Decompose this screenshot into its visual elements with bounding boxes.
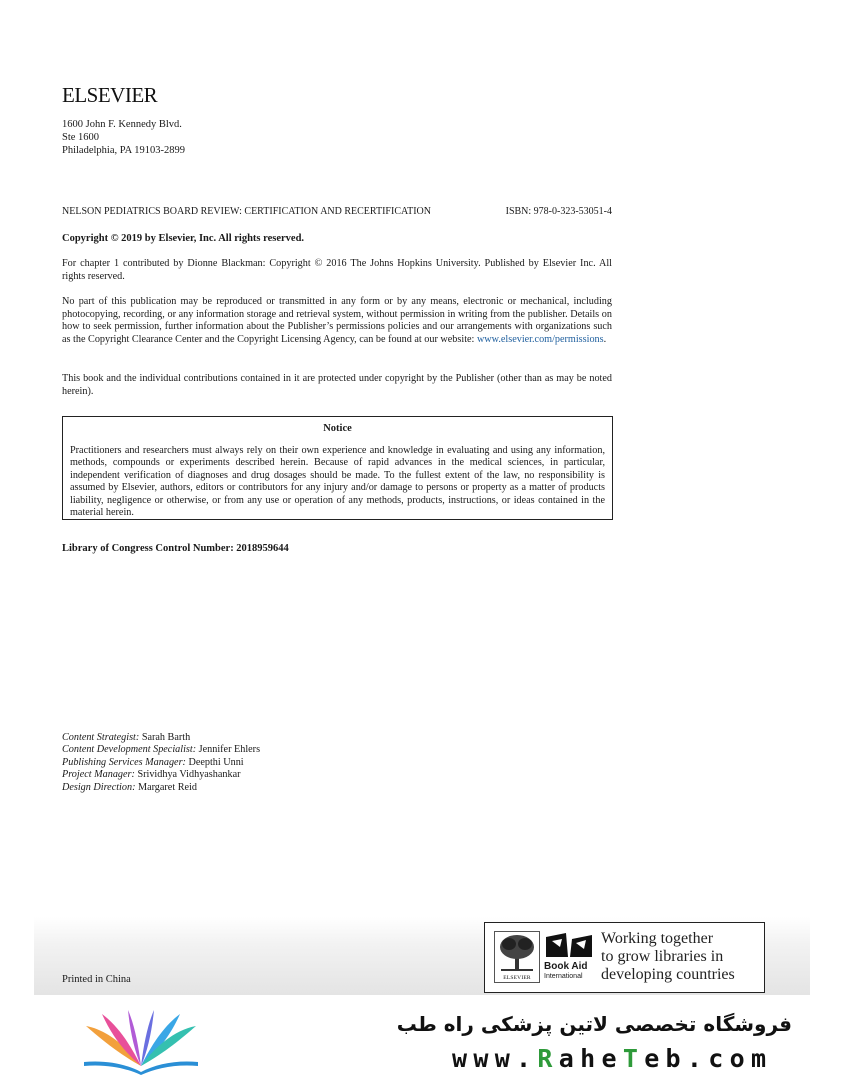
book-aid-logo [544, 931, 594, 981]
credit-role: Project Manager: [62, 769, 135, 781]
credit-name: Deepthi Unni [185, 756, 244, 768]
slogan-line: Working together [601, 930, 714, 947]
book-aid-badge [484, 922, 765, 993]
credit-role: Content Development Specialist: [62, 744, 197, 756]
badge-slogan [601, 930, 735, 984]
credit-name: Sarah Barth [139, 732, 191, 743]
url-part-accent: R [537, 1044, 559, 1073]
address-line: Philadelphia, PA 19103-2899 [62, 145, 185, 156]
credit-name: Margaret Reid [135, 781, 197, 793]
notice-title: Notice [323, 423, 352, 434]
open-book-icon [544, 931, 594, 961]
credit-name: Jennifer Ehlers [196, 744, 261, 756]
permissions-link[interactable]: www.elsevier.com/permissions [476, 333, 604, 345]
permissions-text: No part of this publication may be reproduced or transmitted in any form or by any means, electronic or mechanical, including photocopying, recording, or any information storage and retrieval system, without permission in writing from the publisher. Details on how to seek permission, further information about the Publisher’s permissions policies and our arrangements with organizations such as the Copyright Clearance Center and the Copyright Licensing Agency, can be found at our website: [62, 296, 612, 345]
address-line: Ste 1600 [62, 132, 100, 143]
tree-icon [495, 932, 539, 974]
slogan-line: to grow libraries in [601, 948, 724, 965]
credit-item [62, 732, 260, 744]
elsevier-tree-logo [494, 931, 540, 983]
shop-persian-title: فروشگاه تخصصی لاتین پزشکی راه طب [396, 1012, 792, 1036]
url-part: www. [452, 1044, 538, 1073]
book-title: NELSON PEDIATRICS BOARD REVIEW: CERTIFICATION AND RECERTIFICATION [62, 206, 431, 217]
loc-control-number: Library of Congress Control Number: 2018959644 [62, 543, 289, 554]
slogan-line: developing countries [601, 966, 735, 983]
printed-in: Printed in China [62, 974, 131, 985]
credit-item [62, 769, 260, 781]
elsevier-logo-text: ELSEVIER [503, 975, 531, 981]
raheteb-book-logo [78, 1008, 204, 1076]
permissions-end: . [603, 333, 607, 345]
book-title-row [62, 206, 612, 217]
copyright-line: Copyright © 2019 by Elsevier, Inc. All rights reserved. [62, 233, 305, 244]
permissions-paragraph [62, 296, 612, 346]
credit-role: Content Strategist: [62, 732, 140, 743]
chapter-copyright-note: For chapter 1 contributed by Dionne Blackman: Copyright © 2016 The Johns Hopkins University. Published by Elsevier Inc. All rights reserved. [62, 258, 612, 282]
credit-item [62, 757, 260, 769]
url-part-accent: T [622, 1044, 645, 1073]
isbn: ISBN: 978-0-323-53051-4 [505, 206, 612, 217]
shop-url[interactable] [452, 1044, 772, 1073]
credits-list [62, 732, 260, 794]
notice-box [62, 416, 613, 520]
address-line: 1600 John F. Kennedy Blvd. [62, 119, 182, 130]
credit-role: Publishing Services Manager: [62, 756, 186, 768]
protection-paragraph: This book and the individual contributions contained in it are protected under copyright by the Publisher (other than as may be noted herein). [62, 373, 612, 397]
book-aid-sub: International [544, 973, 583, 980]
credit-item [62, 782, 260, 794]
notice-body: Practitioners and researchers must always rely on their own experience and knowledge in evaluating and using any information, methods, compounds or experiments described herein. Because of rapid advances in the medical sciences, in particular, independent verification of diagnoses and drug dosages should be made. To the fullest extent of the law, no responsibility is assumed by Elsevier, authors, editors or contributors for any injury and/or damage to persons or property as a matter of products liability, negligence or otherwise, or from any use or operation of any methods, products, instructions, or ideas contained in the material herein. [70, 445, 605, 519]
credit-role: Design Direction: [62, 781, 136, 793]
url-part: ahe [558, 1044, 623, 1073]
credit-item [62, 744, 260, 756]
credit-name: Srividhya Vidhyashankar [134, 769, 241, 781]
book-aid-name: Book Aid [544, 961, 588, 972]
url-part: eb.com [644, 1044, 773, 1073]
publisher-name: ELSEVIER [62, 83, 158, 107]
publisher-address [62, 118, 185, 157]
